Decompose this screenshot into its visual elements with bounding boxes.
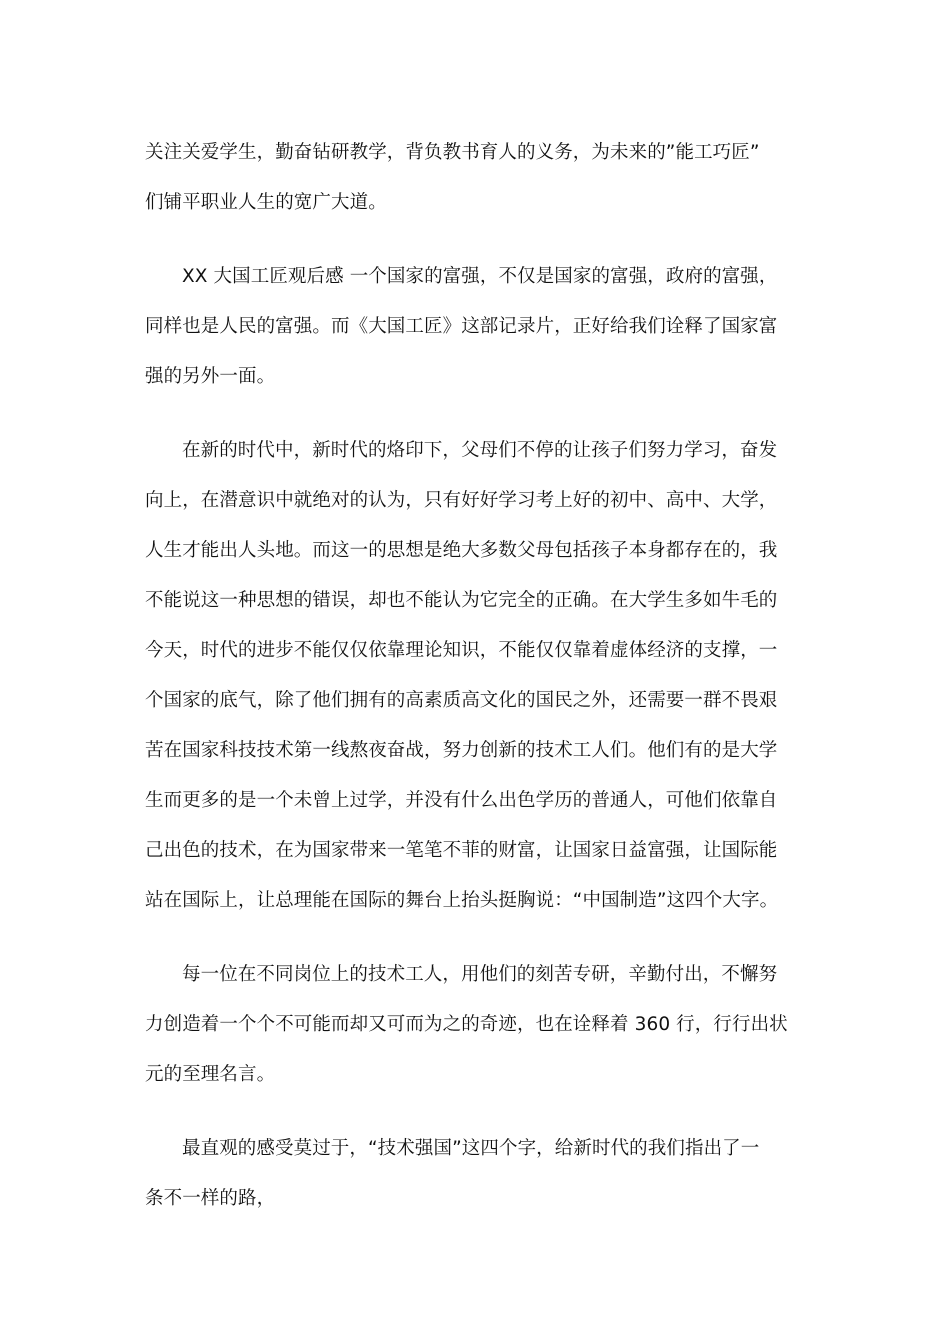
document-body [145, 128, 810, 1224]
text-line: 每一位在不同岗位上的技术工人，用他们的刻苦专研，辛勤付出，不懈努 [182, 964, 778, 985]
text-line: 在新的时代中，新时代的烙印下，父母们不停的让孩子们努力学习，奋发 [182, 440, 778, 461]
paragraph-1 [145, 128, 810, 228]
text-line: 向上，在潜意识中就绝对的认为，只有好好学习考上好的初中、高中、大学， [145, 490, 778, 511]
paragraph-3 [145, 426, 810, 926]
text-line: XX 大国工匠观后感 一个国家的富强，不仅是国家的富强，政府的富强， [182, 266, 778, 287]
paragraph-gap [145, 926, 810, 950]
text-line: 关注关爱学生，勤奋钻研教学，背负教书育人的义务，为未来的”能工巧匠” [145, 142, 760, 163]
paragraph-2 [145, 252, 810, 402]
text-line: 力创造着一个个不可能而却又可而为之的奇迹，也在诠释着 360 行，行行出状 [145, 1014, 788, 1035]
paragraph-4 [145, 950, 810, 1100]
text-line: 个国家的底气，除了他们拥有的高素质高文化的国民之外，还需要一群不畏艰 [145, 690, 778, 711]
text-line: 最直观的感受莫过于，“技术强国”这四个字，给新时代的我们指出了一 [182, 1138, 760, 1159]
text-line: 今天，时代的进步不能仅仅依靠理论知识，不能仅仅靠着虚体经济的支撑，一 [145, 640, 778, 661]
paragraph-gap [145, 1100, 810, 1124]
text-line: 苦在国家科技技术第一线熬夜奋战，努力创新的技术工人们。他们有的是大学 [145, 740, 778, 761]
text-line: 元的至理名言。 [145, 1064, 276, 1085]
paragraph-5 [145, 1124, 810, 1224]
text-line: 己出色的技术，在为国家带来一笔笔不菲的财富，让国家日益富强，让国际能 [145, 840, 778, 861]
text-line: 同样也是人民的富强。而《大国工匠》这部记录片，正好给我们诠释了国家富 [145, 316, 778, 337]
text-line: 不能说这一种思想的错误，却也不能认为它完全的正确。在大学生多如牛毛的 [145, 590, 778, 611]
text-line: 条不一样的路， [145, 1188, 276, 1209]
text-line: 人生才能出人头地。而这一的思想是绝大多数父母包括孩子本身都存在的，我 [145, 540, 778, 561]
paragraph-gap [145, 402, 810, 426]
text-line: 们铺平职业人生的宽广大道。 [145, 192, 387, 213]
paragraph-gap [145, 228, 810, 252]
text-line: 强的另外一面。 [145, 366, 276, 387]
text-line: 站在国际上，让总理能在国际的舞台上抬头挺胸说：“中国制造”这四个大字。 [145, 890, 779, 911]
text-line: 生而更多的是一个未曾上过学，并没有什么出色学历的普通人，可他们依靠自 [145, 790, 778, 811]
